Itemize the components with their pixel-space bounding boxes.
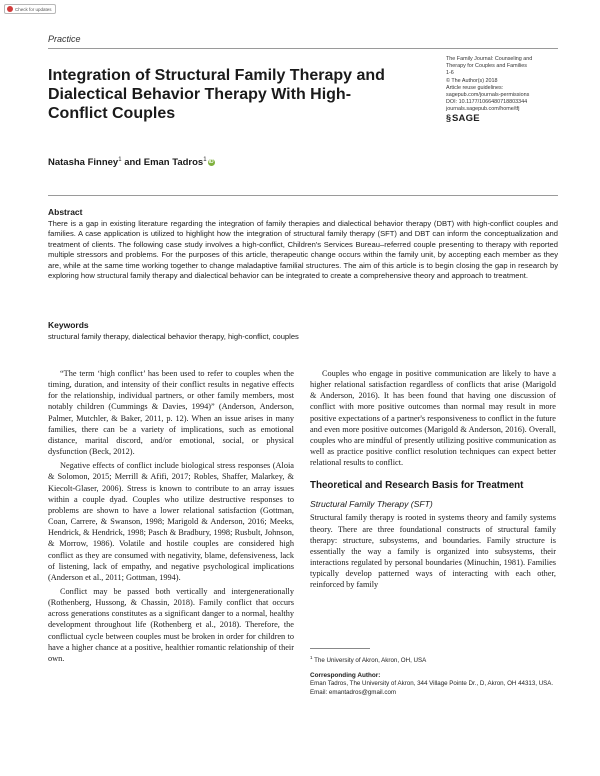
author-affiliation-marker: 1	[203, 157, 207, 163]
corresponding-author-email[interactable]: Email: emantadros@gmail.com	[310, 688, 397, 696]
journal-link[interactable]: sagepub.com/journals-permissions	[446, 92, 530, 99]
corresponding-author-address: Eman Tadros, The University of Akron, 344 Village Pointe Dr., D, Akron, OH 44313, USA.	[310, 680, 554, 688]
footnote	[310, 654, 558, 697]
body-paragraph: Couples who engage in positive communication are likely to have a higher relational satisfaction regardless of conflicts that arise (Marigold & Anderson, 2016). It has been found that having one discussion of conflict with more positive outcomes than normal may result in more positive expectations of a partner's responsiveness to conflict in the future and even more positive outcomes (Marigold & Anderson, 2016). Overall, couples who are mindful of presently utilizing positive communication as well as practice positive conflict resolution techniques can expect better relational results to conflict.	[310, 369, 556, 468]
check-for-updates-icon	[7, 6, 13, 12]
keywords-text: structural family therapy, dialectical behavior therapy, high-conflict, couples	[48, 332, 299, 341]
journal-line: Therapy for Couples and Families	[446, 63, 527, 70]
author-conjunction: and	[121, 157, 144, 169]
journal-line: © The Author(s) 2018	[446, 77, 498, 84]
author-name: Natasha Finney	[48, 157, 119, 169]
body-paragraph: “The term ‘high conflict’ has been used to refer to couples when the timing, duration, and intensity of their conflict results in negative effects for the relationship, individual partners, or other family members, most notably children (Cummings & Davies, 1994)” (Anderson, Anderson, Palmer, Mutchler, & Baker, 2011, p. 12). When an issue arises in many families, there can be a variety of implications, such as emotional distance, marital discord, and/or emotional, social, or physical dysfunction (Beck, 2012).	[48, 369, 294, 457]
check-for-updates-badge[interactable]	[4, 4, 56, 14]
orcid-icon[interactable]: iD	[208, 159, 214, 166]
check-for-updates-label: Check for updates	[15, 6, 52, 12]
author-affiliation-marker: 1	[118, 157, 122, 163]
article-title: Integration of Structural Family Therapy and Dialectical Behavior Therapy With High-Conflict Couples	[48, 67, 385, 122]
subsection-heading: Structural Family Therapy (SFT)	[310, 499, 433, 510]
keywords-heading: Keywords	[48, 320, 89, 330]
sage-logo	[446, 112, 566, 124]
journal-line: 1-6	[446, 70, 454, 77]
abstract-section	[48, 207, 558, 281]
body-column-right	[310, 368, 556, 591]
journal-link[interactable]: journals.sagepub.com/home/tfj	[446, 106, 520, 113]
affiliation-text: The University of Akron, Akron, OH, USA	[314, 657, 427, 665]
body-column-left	[48, 368, 294, 664]
sage-logo-icon: §	[446, 112, 452, 123]
affiliation-marker: 1	[310, 655, 313, 660]
author-name: Eman Tadros	[143, 157, 204, 169]
journal-line: Article reuse guidelines:	[446, 84, 504, 91]
abstract-divider	[48, 195, 558, 196]
sage-logo-text: SAGE	[452, 112, 480, 124]
footnote-divider	[310, 648, 370, 649]
journal-info	[446, 56, 566, 122]
body-paragraph: Structural family therapy is rooted in systems theory and family systems theory. There are three foundational constructs of structural family therapy: structure, subsystems, and boundaries. Family structure is essentially the way a family is organized into subsystems, their interactions regulated by personal boundaries (Minuchin, 1981). Families typically develop patterned ways of interacting with each other, reinforced by family	[310, 513, 556, 590]
abstract-heading: Abstract	[48, 207, 83, 217]
section-label: Practice	[48, 34, 81, 44]
affiliation-note	[310, 654, 558, 665]
keywords-section	[48, 320, 558, 342]
abstract-text: There is a gap in existing literature regarding the integration of family therapies and dialectical behavior therapy (DBT) with high-conflict couples and families. A case application is utilized to highlight how the integration of structural family therapy (SFT) and DBT can inform the conceptualization and treatment of clients. The following case study involves a high-conflict, Children's Services Bureau–referred couple presenting to therapy with reported multiple stressors and problems. For the purposes of this article, therapeutic change occurs within the family unit, by accepting each member as they are, while at the same time working together to change maladaptive familial structures. The aim of this article is to begin closing the gap in research by exploring how structural family therapy and dialectical behavior can be integrated to create a comprehensive theory and approach to treatment.	[48, 219, 558, 281]
journal-line: The Family Journal: Counseling and	[446, 56, 533, 62]
section-heading: Theoretical and Research Basis for Treatment	[310, 480, 524, 492]
authors	[48, 157, 215, 168]
body-paragraph: Conflict may be passed both vertically and intergenerationally (Rothenberg, Hussong, & Chassin, 2018). Family conflict that occurs across generations constitutes as a significant danger to a normal, healthy development throughout life (Rothenberg et al., 2018). Therefore, the conflictual cycle between couples must be broken in order for children to have a higher chance at a positive, healthier romantic relationship of their own.	[48, 586, 294, 663]
header-divider	[48, 48, 558, 49]
corresponding-author-heading: Corresponding Author:	[310, 672, 381, 680]
journal-doi[interactable]: DOI: 10.1177/1066480718803344	[446, 99, 528, 106]
body-paragraph: Negative effects of conflict include biological stress responses (Aloia & Solomon, 2015; Merrill & Afifi, 2017; Robles, Shaffer, Malarkey, & Kiecolt-Glaser, 2006). Stress is known to contribute to an array issues within a couple dyad. Couples who utilize destructive responses to problems are shown to have a lower relational satisfaction (Gottman, Coan, Carrere, & Swanson, 1998; Marigold & Anderson, 2016; Meeks, Hendrick, & Hendrick, 1998; Pasch & Bradbury, 1998; Rusbult, Johnson, & Morrow, 1986). Volatile and hostile couples are considered high conflict as they are consumed with negativity, blame, defensiveness, lack of listening, lack of empathy, and negative psychological implications (Anderson et al., 2011; Gottman, 1994).	[48, 461, 294, 582]
